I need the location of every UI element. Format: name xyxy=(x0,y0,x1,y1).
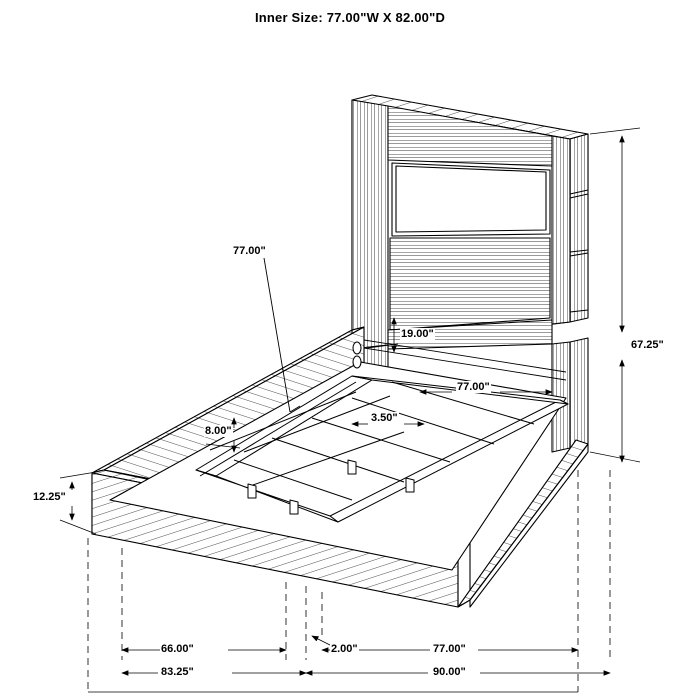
dimension-label-bed-width: 77.00" xyxy=(433,643,466,655)
dimension-label-headboard-height: 67.25" xyxy=(631,339,664,351)
dimension-label-inner-width: 77.00" xyxy=(457,381,490,393)
dimension-label-overall-front: 83.25" xyxy=(161,666,194,678)
dimension-label-headboard-panel: 19.00" xyxy=(401,328,434,340)
dimension-label-deck-height: 12.25" xyxy=(33,491,66,503)
dimension-label-footboard-width: 66.00" xyxy=(161,643,194,655)
dimension-label-rail-height: 8.00" xyxy=(205,425,232,437)
dimension-label-headboard-width: 77.00" xyxy=(233,245,266,257)
page-title: Inner Size: 77.00"W X 82.00"D xyxy=(254,10,446,25)
dimension-label-rail-width: 2.00" xyxy=(331,643,358,655)
dimension-label-slat-thickness: 3.50" xyxy=(371,412,398,424)
dimension-label-overall-depth: 90.00" xyxy=(433,666,466,678)
